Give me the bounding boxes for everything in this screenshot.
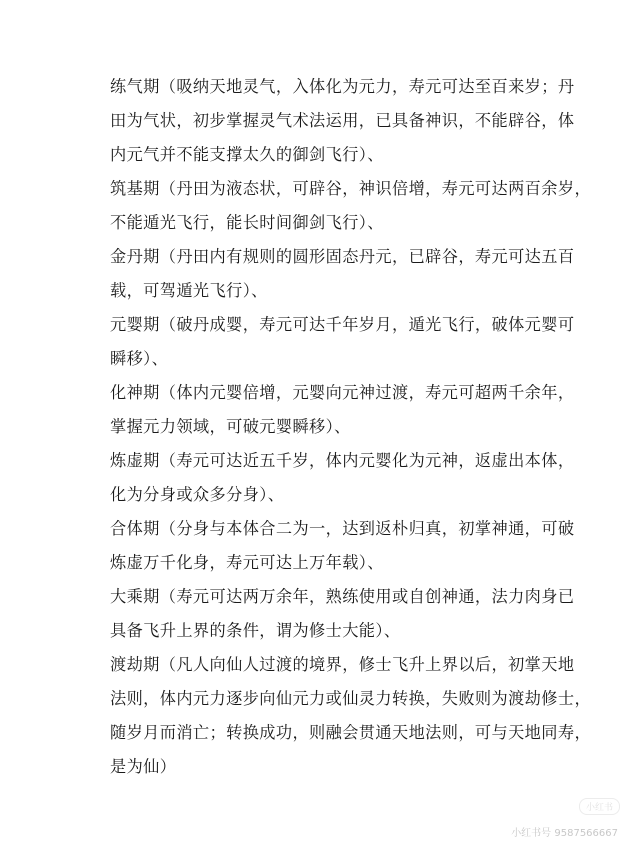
watermark-text: 小红书号 9587566667	[511, 828, 618, 839]
watermark-logo: 小红书	[579, 798, 620, 815]
text-line: 化为分身或众多分身）、	[110, 485, 285, 504]
document-body	[110, 70, 592, 784]
text-line: 是为仙）	[110, 757, 177, 776]
text-line: 筑基期（丹田为液态状，可辟谷，神识倍增，寿元可达两百余岁，	[110, 179, 592, 198]
paragraph	[110, 512, 575, 580]
text-line: 渡劫期（凡人向仙人过渡的境界，修士飞升上界以后，初掌天地	[110, 655, 575, 674]
text-line: 炼虚期（寿元可达近五千岁，体内元婴化为元神，返虚出本体，	[110, 451, 575, 470]
paragraph	[110, 172, 592, 240]
text-line: 炼虚万千化身，寿元可达上万年载）、	[110, 553, 384, 572]
text-line: 田为气状，初步掌握灵气术法运用，已具备神识，不能辟谷，体	[110, 111, 575, 130]
paragraph	[110, 648, 592, 784]
paragraph	[110, 308, 575, 376]
paragraph	[110, 376, 575, 444]
paragraph	[110, 240, 575, 308]
text-line: 金丹期（丹田内有规则的圆形固态丹元，已辟谷，寿元可达五百	[110, 247, 575, 266]
text-line: 具备飞升上界的条件，谓为修士大能）、	[110, 621, 401, 640]
text-line: 化神期（体内元婴倍增，元婴向元神过渡，寿元可超两千余年，	[110, 383, 575, 402]
text-line: 掌握元力领域，可破元婴瞬移）、	[110, 417, 351, 436]
text-line: 练气期（吸纳天地灵气，入体化为元力，寿元可达至百来岁；丹	[110, 77, 575, 96]
text-line: 载，可驾遁光飞行）、	[110, 281, 268, 300]
text-line: 法则，体内元力逐步向仙元力或仙灵力转换，失败则为渡劫修士，	[110, 689, 592, 708]
text-line: 大乘期（寿元可达两万余年，熟练使用或自创神通，法力肉身已	[110, 587, 575, 606]
text-line: 瞬移）、	[110, 349, 169, 368]
text-line: 不能遁光飞行，能长时间御剑飞行）、	[110, 213, 384, 232]
text-line: 合体期（分身与本体合二为一，达到返朴归真，初掌神通，可破	[110, 519, 575, 538]
text-line: 元婴期（破丹成婴，寿元可达千年岁月，遁光飞行，破体元婴可	[110, 315, 575, 334]
paragraph	[110, 580, 575, 648]
text-line: 随岁月而消亡；转换成功，则融会贯通天地法则，可与天地同寿，	[110, 723, 592, 742]
paragraph	[110, 70, 575, 172]
text-line: 内元气并不能支撑太久的御剑飞行）、	[110, 145, 384, 164]
paragraph	[110, 444, 575, 512]
